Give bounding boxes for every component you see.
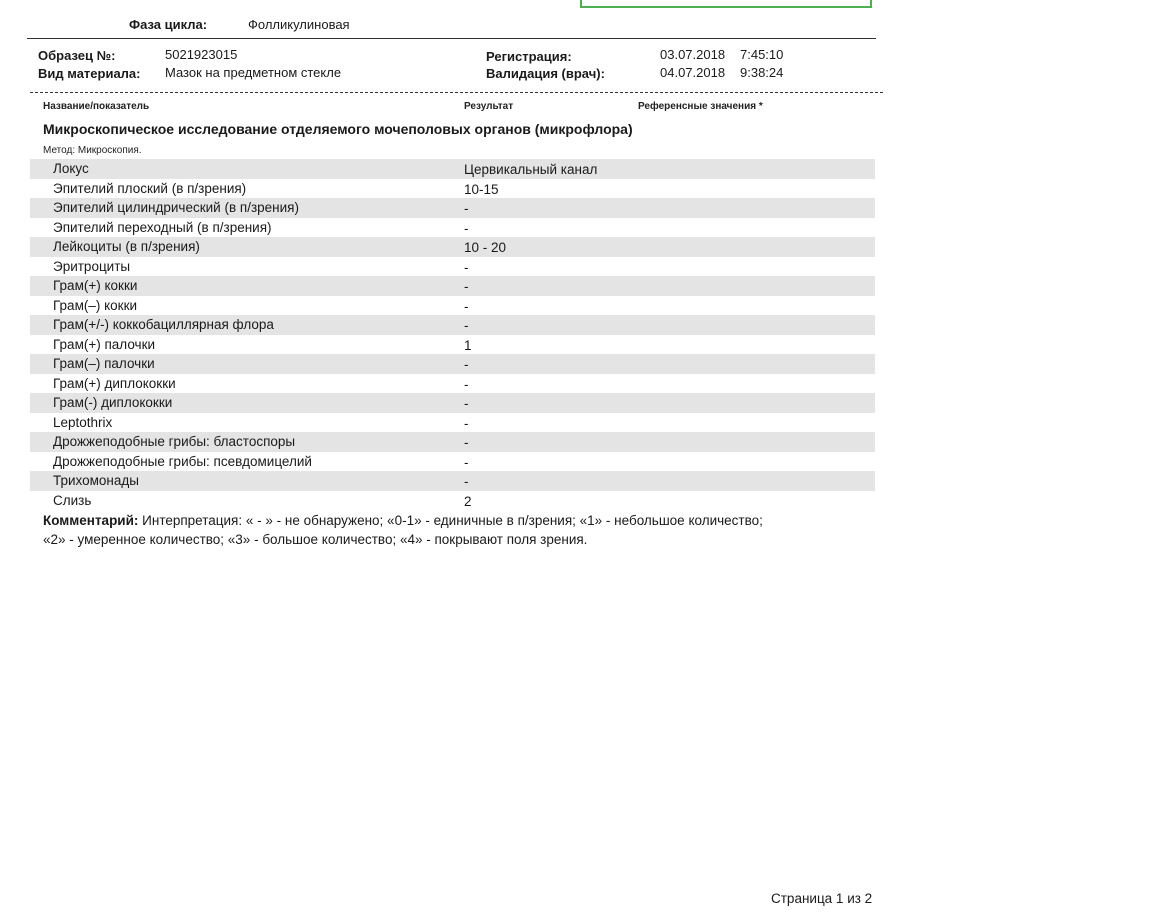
row-name: Грам(+) палочки — [53, 336, 156, 352]
row-result: - — [464, 357, 469, 372]
table-row — [30, 354, 875, 374]
table-row — [30, 198, 875, 218]
sample-number-value: 5021923015 — [165, 47, 238, 62]
table-row — [30, 315, 875, 335]
table-row — [30, 296, 875, 316]
dashed-divider — [30, 92, 883, 93]
results-table — [30, 159, 875, 510]
row-result: - — [464, 298, 469, 314]
comment-text-1: Интерпретация: « - » - не обнаружено; «0-1» - единичные в п/зрения; «1» - небольшое количество; — [138, 513, 763, 528]
row-result: Цервикальный канал — [464, 162, 598, 177]
row-name: Эритроциты — [53, 258, 131, 274]
row-result: 10 - 20 — [464, 240, 507, 255]
page-number: Страница 1 из 2 — [771, 891, 873, 906]
table-row — [30, 159, 875, 179]
row-name: Слизь — [53, 492, 92, 508]
row-name: Грам(–) кокки — [53, 297, 138, 313]
green-frame — [580, 0, 872, 8]
table-row — [30, 276, 875, 296]
row-result: - — [464, 259, 469, 275]
row-result: - — [464, 376, 469, 392]
table-row — [30, 413, 875, 433]
cycle-label: Фаза цикла: — [129, 17, 208, 32]
row-result: - — [464, 318, 469, 333]
material-value: Мазок на предметном стекле — [165, 65, 342, 80]
table-row — [30, 491, 875, 511]
row-name: Трихомонады — [53, 473, 139, 488]
row-name: Leptothrix — [53, 414, 113, 430]
row-result: - — [464, 201, 469, 216]
material-label: Вид материала: — [38, 66, 141, 81]
row-result: - — [464, 454, 469, 470]
row-result: - — [464, 279, 469, 294]
sample-number-label: Образец №: — [38, 48, 116, 63]
comment-line-2: «2» - умеренное количество; «3» - большое количество; «4» - покрывают поля зрения. — [43, 532, 588, 547]
registration-date: 03.07.2018 — [660, 47, 726, 62]
table-row — [30, 237, 875, 257]
row-result: - — [464, 396, 469, 411]
table-row — [30, 218, 875, 238]
validation-date: 04.07.2018 — [660, 65, 726, 80]
row-name: Грам(–) палочки — [53, 356, 155, 371]
table-row — [30, 335, 875, 355]
row-name: Грам(+) кокки — [53, 278, 138, 293]
comment-label: Комментарий: — [43, 513, 139, 528]
column-header-reference: Референсные значения * — [638, 101, 763, 112]
row-name: Эпителий плоский (в п/зрения) — [53, 180, 247, 196]
registration-label: Регистрация: — [486, 49, 572, 64]
row-result: 1 — [464, 337, 472, 353]
row-result: - — [464, 415, 469, 431]
table-row — [30, 179, 875, 199]
row-result: - — [464, 474, 469, 489]
row-name: Эпителий переходный (в п/зрения) — [53, 219, 272, 235]
row-name: Локус — [53, 161, 89, 176]
row-name: Лейкоциты (в п/зрения) — [53, 239, 200, 254]
comment-line-1 — [43, 513, 763, 528]
row-name: Грам(+) диплококки — [53, 375, 176, 391]
table-row — [30, 374, 875, 394]
column-header-name: Название/показатель — [43, 101, 150, 112]
table-row — [30, 452, 875, 472]
table-row — [30, 393, 875, 413]
row-result: 2 — [464, 493, 472, 509]
registration-time: 7:45:10 — [740, 47, 784, 62]
row-result: - — [464, 220, 469, 236]
row-name: Дрожжеподобные грибы: бластоспоры — [53, 434, 296, 449]
table-row — [30, 257, 875, 277]
row-name: Грам(-) диплококки — [53, 395, 173, 410]
validation-label: Валидация (врач): — [486, 66, 605, 81]
row-name: Эпителий цилиндрический (в п/зрения) — [53, 200, 299, 215]
table-row — [30, 471, 875, 491]
column-header-result: Результат — [464, 101, 514, 112]
table-row — [30, 432, 875, 452]
method-label: Метод: Микроскопия. — [43, 145, 142, 156]
section-title: Микроскопическое исследование отделяемого мочеполовых органов (микрофлора) — [43, 121, 633, 137]
row-result: - — [464, 435, 469, 450]
row-result: 10-15 — [464, 181, 499, 197]
validation-time: 9:38:24 — [740, 65, 784, 80]
header-divider — [27, 38, 876, 39]
row-name: Грам(+/-) коккобациллярная флора — [53, 317, 274, 332]
row-name: Дрожжеподобные грибы: псевдомицелий — [53, 453, 312, 469]
cycle-value: Фолликулиновая — [248, 17, 350, 32]
